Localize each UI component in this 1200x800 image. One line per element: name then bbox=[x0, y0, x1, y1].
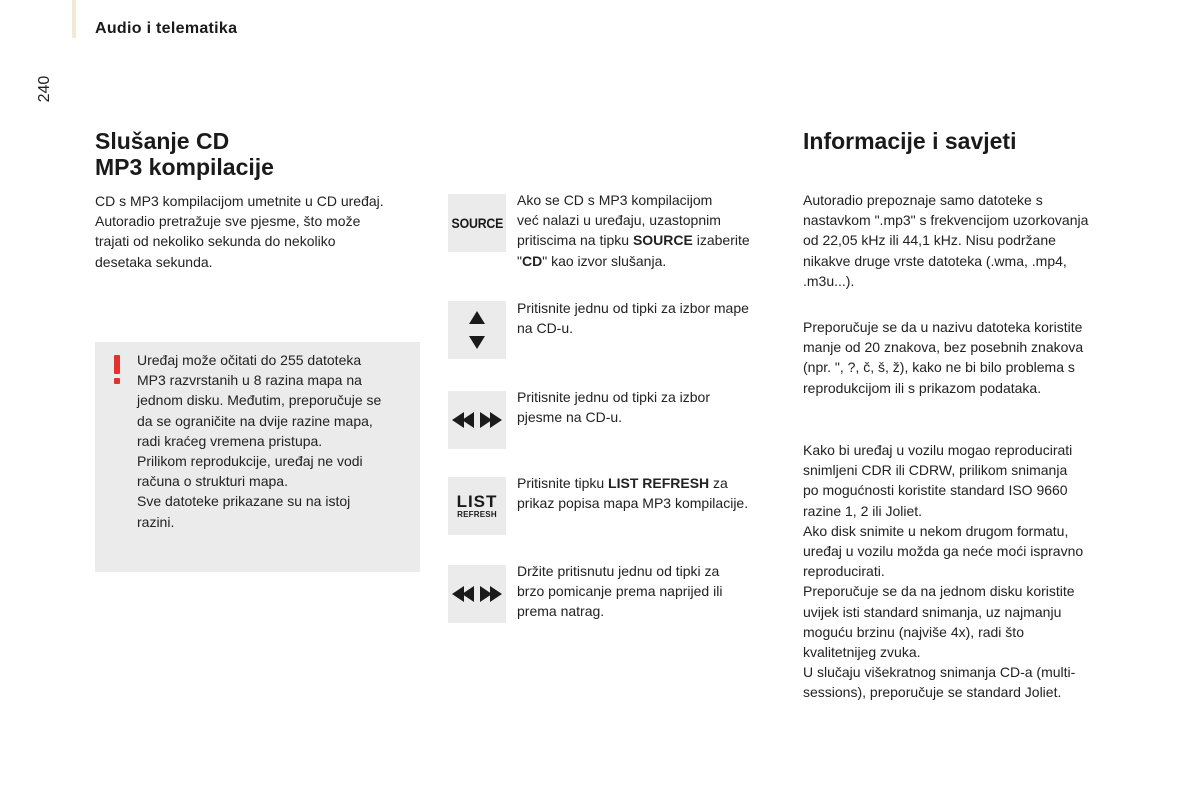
page-number: 240 bbox=[36, 75, 53, 103]
folder-line: Pritisnite jednu od tipki za izbor mape bbox=[517, 300, 749, 316]
warning-line: Sve datoteke prikazane su na istoj bbox=[137, 493, 351, 510]
list-line: prikaz popisa mapa MP3 kompilacije. bbox=[517, 495, 749, 512]
list-icon-label: LIST bbox=[456, 492, 498, 511]
info-line: moguću brzinu (najviše 4x), radi što bbox=[803, 623, 1024, 640]
left-title-line2: MP3 kompilacije bbox=[95, 154, 274, 180]
seek-instruction bbox=[517, 561, 782, 622]
info-line: (npr. ", ?, č, š, ž), kako ne bi bilo problema s bbox=[803, 359, 1075, 376]
fast-forward-rewind-icon bbox=[450, 584, 504, 604]
seek-line: Držite pritisnutu jednu od tipki za bbox=[517, 563, 720, 579]
info-line: Kako bi uređaj u vozilu mogao reproducirati bbox=[803, 442, 1073, 458]
source-instruction bbox=[517, 190, 782, 271]
section-header: Audio i telematika bbox=[95, 20, 238, 37]
info-line: reprodukcijom ili s prikazom podataka. bbox=[803, 379, 1042, 396]
info-line: reproducirati. bbox=[803, 563, 885, 580]
header-rule bbox=[72, 0, 76, 38]
info-line: .m3u...). bbox=[803, 272, 855, 289]
info-line: po mogućnosti koristite standard ISO 9660 bbox=[803, 482, 1068, 499]
source-icon-label: SOURCE bbox=[451, 215, 503, 231]
list-refresh-icon bbox=[448, 477, 506, 535]
intro-line: trajati od nekoliko sekunda do nekoliko bbox=[95, 233, 336, 250]
track-instruction bbox=[517, 387, 782, 427]
list-instruction bbox=[517, 473, 782, 513]
intro-line: CD s MP3 kompilacijom umetnite u CD uređaj. bbox=[95, 193, 384, 209]
warning-text bbox=[137, 350, 412, 532]
source-line: već nalazi u uređaju, uzastopnim bbox=[517, 212, 721, 229]
up-down-arrows-icon bbox=[462, 307, 492, 353]
info-line: U slučaju višekratnog snimanja CD-a (multi- bbox=[803, 664, 1076, 681]
folder-line: na CD-u. bbox=[517, 320, 574, 337]
info-line: Autoradio prepoznaje samo datoteke s bbox=[803, 192, 1043, 208]
folder-select-icon bbox=[448, 301, 506, 359]
warning-box bbox=[95, 342, 420, 572]
info-line: uređaj u vozilu možda ga neće moći ispravno bbox=[803, 543, 1084, 560]
info-line: uvijek isti standard snimanja, uz najmanju bbox=[803, 603, 1062, 620]
folder-instruction bbox=[517, 298, 782, 338]
left-title bbox=[95, 128, 415, 180]
warning-line: razini. bbox=[137, 513, 175, 530]
refresh-icon-label: REFRESH bbox=[457, 510, 497, 519]
info-line: nikakve druge vrste datoteka (.wma, .mp4, bbox=[803, 252, 1067, 269]
info-line: manje od 20 znakova, bez posebnih znakova bbox=[803, 339, 1084, 356]
warning-line: Prilikom reprodukcije, uređaj ne vodi bbox=[137, 453, 363, 470]
info-paragraph-3 bbox=[803, 440, 1123, 703]
seek-line: brzo pomicanje prema naprijed ili bbox=[517, 583, 723, 600]
seek-line: prema natrag. bbox=[517, 603, 605, 620]
intro-line: Autoradio pretražuje sve pjesme, što može bbox=[95, 213, 361, 230]
track-line: Pritisnite jednu od tipki za izbor bbox=[517, 389, 710, 405]
warning-line: Uređaj može očitati do 255 datoteka bbox=[137, 352, 362, 368]
exclamation-icon bbox=[111, 355, 123, 385]
seek-icon bbox=[448, 565, 506, 623]
info-line: Preporučuje se da na jednom disku koristite bbox=[803, 583, 1075, 600]
warning-line: da se ograničite na dvije razine mapa, bbox=[137, 412, 373, 429]
info-line: razine 1, 2 ili Joliet. bbox=[803, 502, 923, 519]
warning-line: računa o strukturi mapa. bbox=[137, 473, 288, 490]
warning-line: radi kraćeg vremena pristupa. bbox=[137, 432, 323, 449]
info-line: Preporučuje se da u nazivu datoteka koristite bbox=[803, 319, 1083, 335]
info-paragraph-2 bbox=[803, 317, 1123, 398]
warning-line: jednom disku. Međutim, preporučuje se bbox=[137, 392, 382, 409]
intro-line: desetaka sekunda. bbox=[95, 253, 213, 270]
list-line: Pritisnite tipku LIST REFRESH za bbox=[517, 475, 728, 491]
source-line: "CD" kao izvor slušanja. bbox=[517, 252, 667, 269]
source-button-icon bbox=[448, 194, 506, 252]
info-line: od 22,05 kHz ili 44,1 kHz. Nisu podržane bbox=[803, 232, 1056, 249]
track-line: pjesme na CD-u. bbox=[517, 409, 623, 426]
info-paragraph-1 bbox=[803, 190, 1123, 291]
prev-next-icon bbox=[450, 410, 504, 430]
info-line: Ako disk snimite u nekom drugom formatu, bbox=[803, 522, 1069, 539]
track-select-icon bbox=[448, 391, 506, 449]
left-title-line1: Slušanje CD bbox=[95, 128, 230, 154]
info-line: sessions), preporučuje se standard Joliet. bbox=[803, 684, 1062, 701]
source-line: pritiscima na tipku SOURCE izaberite bbox=[517, 232, 750, 249]
right-title: Informacije i savjeti bbox=[803, 128, 1017, 154]
warning-line: MP3 razvrstanih u 8 razina mapa na bbox=[137, 372, 362, 389]
info-line: kvalitetnijeg zvuka. bbox=[803, 644, 921, 661]
source-line: Ako se CD s MP3 kompilacijom bbox=[517, 192, 713, 208]
left-intro bbox=[95, 191, 420, 272]
info-line: nastavkom ".mp3" s frekvencijom uzorkovanja bbox=[803, 212, 1089, 229]
info-line: snimljeni CDR ili CDRW, prilikom snimanja bbox=[803, 462, 1068, 479]
